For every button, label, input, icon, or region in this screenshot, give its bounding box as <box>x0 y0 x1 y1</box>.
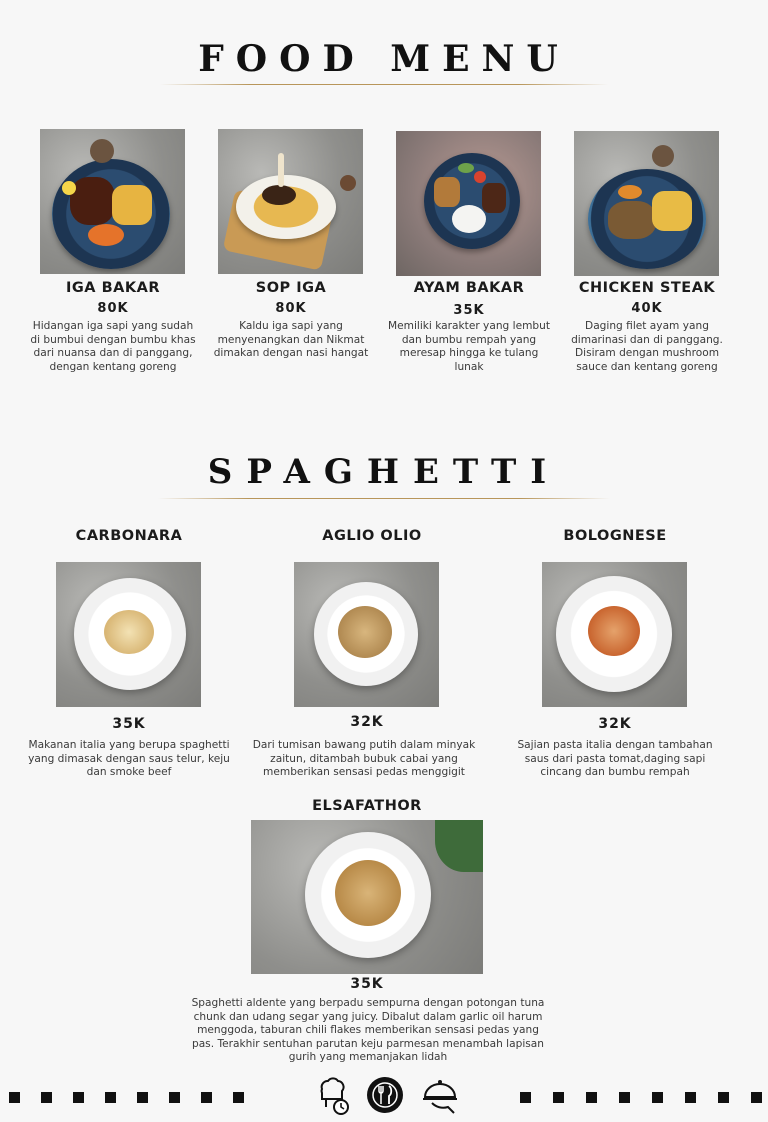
food-item-name: IGA BAKAR <box>66 280 160 296</box>
food-item-description: Daging filet ayam yang dimarinasi dan di panggang. Disiram dengan mushroom sauce dan kentang goreng <box>571 320 723 373</box>
footer-squares-right <box>520 1092 762 1104</box>
food-item-price: 80K <box>275 301 307 316</box>
serving-cloche-icon <box>420 1075 460 1115</box>
food-item-price: 40K <box>631 301 663 316</box>
spaghetti-item-name: ELSAFATHOR <box>312 798 422 814</box>
ayam-bakar-photo <box>396 131 541 276</box>
spaghetti-item-name: BOLOGNESE <box>563 528 667 544</box>
aglio-olio-photo <box>294 562 439 707</box>
chicken-steak-photo <box>574 131 719 276</box>
spaghetti-item-description: Dari tumisan bawang putih dalam minyak zaitun, ditambah bubuk cabai yang memberikan sensasi pedas menggigit <box>252 739 476 778</box>
bolognese-photo <box>542 562 687 707</box>
food-menu-divider <box>160 84 608 85</box>
spaghetti-item-price: 32K <box>350 714 384 730</box>
spaghetti-item-description: Makanan italia yang berupa spaghetti yang dimasak dengan saus telur, keju dan smoke beef <box>28 739 230 778</box>
food-item-description: Memiliki karakter yang lembut dan bumbu rempah yang meresap hingga ke tulang lunak <box>387 320 550 373</box>
food-item-name: CHICKEN STEAK <box>578 280 716 296</box>
food-menu-title: FOOD MENU <box>198 38 570 80</box>
food-item-name: AYAM BAKAR <box>413 280 525 296</box>
carbonara-photo <box>56 562 201 707</box>
food-item-description: Hidangan iga sapi yang sudah di bumbui dengan bumbu khas dari nuansa dan di panggang, dengan kentang goreng <box>30 320 196 373</box>
spaghetti-item-description: Sajian pasta italia dengan tambahan saus dari pasta tomat,daging sapi cincang dan bumbu rempah <box>517 739 713 778</box>
sop-iga-photo <box>218 129 363 274</box>
food-item-description: Kaldu iga sapi yang menyenangkan dan Nikmat dimakan dengan nasi hangat <box>213 320 369 359</box>
spaghetti-item-price: 32K <box>598 716 632 732</box>
food-item-price: 35K <box>453 303 485 318</box>
footer-squares-left <box>9 1092 244 1104</box>
spaghetti-item-description: Spaghetti aldente yang berpadu sempurna dengan potongan tuna chunk dan udang segar yang juicy. Dibalut dalam garlic oil harum menggoda, taburan chili flakes memberikan sensasi pedas yang pas. Terakhir sentuhan parutan keju parmesan menambah lapisan gurih yang memanjakan lidah <box>191 997 545 1063</box>
spaghetti-item-price: 35K <box>350 976 384 992</box>
spaghetti-divider <box>158 498 610 499</box>
elsafathor-photo <box>251 820 483 974</box>
food-item-name: SOP IGA <box>255 280 327 296</box>
chef-clock-icon <box>312 1075 352 1115</box>
iga-bakar-photo <box>40 129 185 274</box>
plate-cutlery-icon <box>365 1075 405 1115</box>
spaghetti-item-name: AGLIO OLIO <box>322 528 422 544</box>
spaghetti-item-price: 35K <box>112 716 146 732</box>
spaghetti-item-name: CARBONARA <box>75 528 183 544</box>
spaghetti-title: SPAGHETTI <box>207 452 561 492</box>
food-item-price: 80K <box>97 301 129 316</box>
